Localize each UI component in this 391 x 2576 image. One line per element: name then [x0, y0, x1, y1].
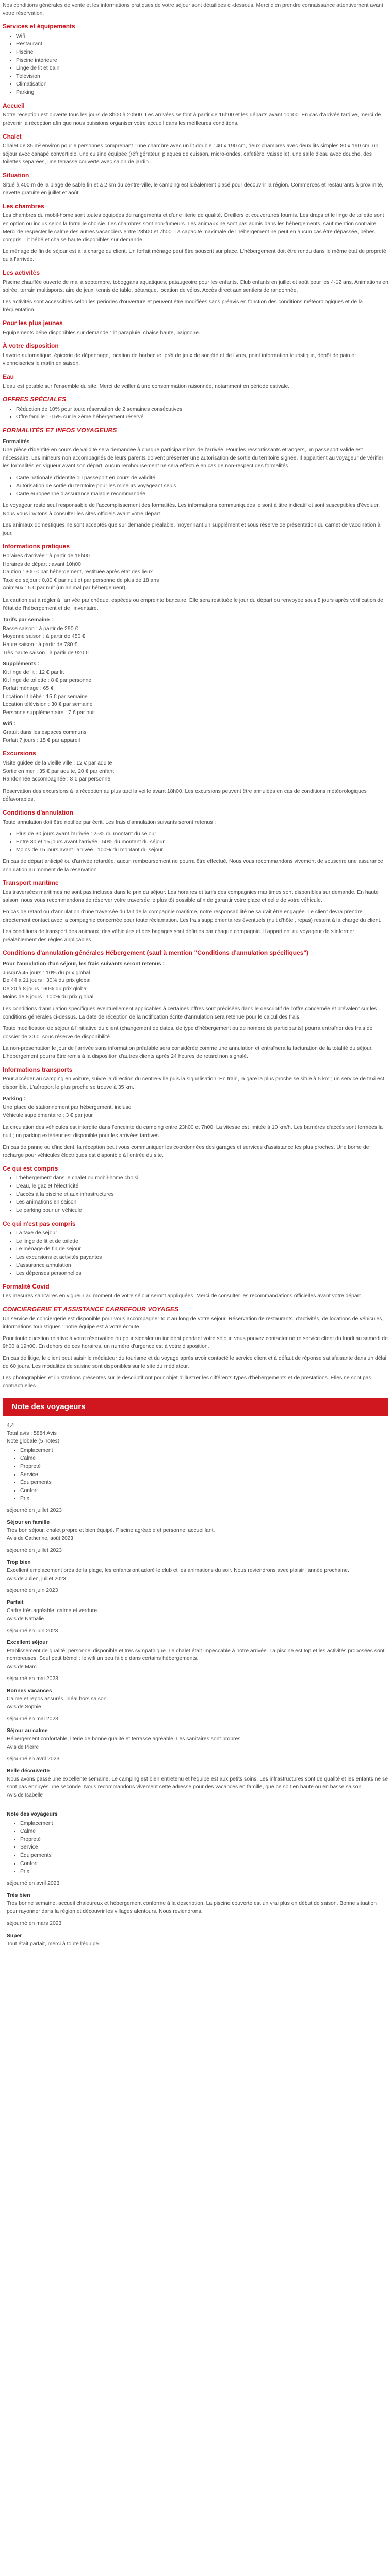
- services-title: Services et équipements: [3, 23, 75, 30]
- situation-text: Situé à 400 m de la plage de sable fin et à 2 km du centre-ville, le camping est idéalement placé pour découvrir la région. Commerces et restaurants à proximité, navette gratuite en juillet et août.: [3, 182, 384, 196]
- review-meta: Avis de Catherine, août 2023: [7, 1535, 73, 1541]
- bring-title: Pour les plus jeunes: [3, 319, 63, 327]
- transport-title: Transport maritime: [3, 879, 59, 887]
- transport-text-3: Les conditions de transport des animaux, des véhicules et des bagages sont définies par chaque compagnie. Il appartient au voyageur de s'informer préalablement des règles applicables.: [3, 929, 354, 943]
- review-title: Excellent séjour: [7, 1640, 48, 1646]
- list-item: • Piscine intérieure: [16, 57, 388, 65]
- formalities-title: FORMALITÉS ET INFOS VOYAGEURS: [3, 427, 117, 434]
- practical-lines: [3, 552, 388, 592]
- list-item: • Équipements: [20, 1852, 388, 1860]
- condition-line: Jusqu'à 45 jours : 10% du prix global: [3, 970, 90, 976]
- review-meta: Avis de Isabelle: [7, 1792, 43, 1799]
- list-item: • La taxe de séjour: [16, 1229, 388, 1238]
- formalities-list: [3, 474, 388, 498]
- list-item: • Calme: [20, 1454, 388, 1463]
- review-item: [7, 1715, 388, 1751]
- list-item: • Confort: [20, 1860, 388, 1868]
- condition-line: De 44 à 21 jours : 30% du prix global: [3, 978, 91, 984]
- chalet-text: Chalet de 35 m² environ pour 6 personnes comprenant : une chambre avec un lit double 140 x 190 cm, deux chambres avec deux lits simples 80 x 190 cm, un séjour avec canapé convertible, une cuisine équipée (réfrigérateur, plaques de cuisson, micro-ondes, cafetière, vaisselle), une salle d'eau avec douche, des toilettes séparées, une terrasse couverte avec salon de jardin.: [3, 143, 379, 165]
- rooms-text-2: Le ménage de fin de séjour est à la charge du client. Un forfait ménage peut être souscrit sur place. L'hébergement doit être rendu dans le même état de propreté qu'à l'arrivée.: [3, 248, 386, 263]
- rooms-text: Les chambres du mobil-home sont toutes équipées de rangements et d'une literie de qualité. Oreillers et couvertures fournis. Les draps et le linge de toilette sont en option ou inclus selon la formule choisie. Les chambres sont non-fumeurs. Les animaux ne sont pas admis dans les hébergements, sauf mention contraire. Merci de respecter le calme des autres vacanciers entre 23h00 et 7h00. La capacité maximale de l'hébergement ne peut en aucun cas être dépassée, bébés compris. Lit bébé et chaise haute disponibles sur demande.: [3, 213, 384, 243]
- info-line: Caution : 300 € par hébergement, restituée après état des lieux: [3, 569, 153, 575]
- conditions-text-2: Toute modification de séjour à l'initiative du client (changement de dates, de type d'hébergement ou de nombre de participants) pourra entraîner des frais de dossier de 30 €, sous réserve de disponibilité.: [3, 1026, 373, 1040]
- list-item: • Piscine: [16, 48, 388, 57]
- price-line: Forfait ménage : 65 €: [3, 686, 54, 692]
- covid-title: Formalité Covid: [3, 1282, 50, 1290]
- list-item: • Linge de lit et bain: [16, 64, 388, 73]
- review-date: séjourné en juin 2023: [7, 1587, 58, 1594]
- review-meta: Avis de Julien, juillet 2023: [7, 1575, 66, 1582]
- info-line: Horaires de départ : avant 10h00: [3, 561, 81, 567]
- review-breakdown-list-2: [7, 1820, 388, 1876]
- parking-line: Véhicule supplémentaire : 3 € par jour: [3, 1112, 93, 1118]
- review-title: Parfait: [7, 1600, 24, 1606]
- transport-text-2: En cas de retard ou d'annulation d'une traversée du fait de la compagnie maritime, notre responsabilité ne saurait être engagée. Le client devra prendre directement contact avec la compagnie concernée pour toute réclamation. Les frais supplémentaires éventuels (nuit d'hôtel, repas) restent à la charge du client.: [3, 909, 382, 923]
- review-date: séjourné en avril 2023: [7, 1880, 60, 1886]
- parking-line: Une place de stationnement par hébergement, incluse: [3, 1105, 132, 1111]
- not-included-list: [3, 1229, 388, 1278]
- useful-text: Pour accéder au camping en voiture, suivre la direction du centre-ville puis la signalisation. En train, la gare la plus proche se situe à 5 km ; un service de taxi est disponible. L'aéroport le plus proche se trouve à 35 km.: [3, 1076, 384, 1090]
- condition-line: De 20 à 8 jours : 60% du prix global: [3, 986, 88, 992]
- practical-title: Informations pratiques: [3, 543, 70, 550]
- review-item: [7, 1675, 388, 1711]
- activities-title: Les activités: [3, 268, 40, 276]
- review-text: Calme et repos assurés, idéal hors saison.: [7, 1696, 108, 1702]
- review-text: Très bonne semaine, accueil chaleureux et hébergement conforme à la description. La piscine couverte est un vrai plus en début de saison. Bonne situation pour rayonner dans la région et découvrir les villages alentours. Nous reviendrons.: [7, 1901, 377, 1914]
- price-line: Forfait 7 jours : 15 € par appareil: [3, 737, 80, 743]
- review-date: séjourné en mai 2023: [7, 1675, 58, 1682]
- review-item: [7, 1547, 388, 1583]
- list-item: • Climatisation: [16, 80, 388, 89]
- list-item: • Autorisation de sortie du territoire pour les mineurs voyageant seuls: [16, 482, 388, 490]
- price-line: Gratuit dans les espaces communs: [3, 730, 87, 736]
- price-line: Haute saison : à partir de 780 €: [3, 642, 77, 648]
- list-item: • Les dépenses personnelles: [16, 1269, 388, 1278]
- list-item: • Service: [20, 1843, 388, 1852]
- review-breakdown-list: [7, 1447, 388, 1503]
- review-text: Tout était parfait, merci à toute l'équipe.: [7, 1941, 101, 1947]
- review-date: séjourné en juin 2023: [7, 1628, 58, 1634]
- conditions-text: Les conditions d'annulation spécifiques éventuellement applicables à certaines offres sont précisées dans le descriptif de l'offre concernée et prévalent sur les conditions générales ci-dessus. La date de réception de la notification écrite d'annulation sera retenue pour le calcul des frais.: [3, 1006, 377, 1020]
- rooms-title: Les chambres: [3, 202, 44, 210]
- review-item: [7, 1587, 388, 1623]
- review-date: séjourné en juillet 2023: [7, 1507, 62, 1514]
- list-item: • Équipements: [20, 1479, 388, 1487]
- cancel-text: Toute annulation doit être notifiée par écrit. Les frais d'annulation suivants seront retenus :: [3, 819, 216, 825]
- practical-text: La caution est à régler à l'arrivée par chèque, espèces ou empreinte bancaire. Elle sera restituée le jour du départ ou renvoyée sous 8 jours après vérification de l'état de l'hébergement et de l'inventaire.: [3, 597, 383, 612]
- review-item: [7, 1755, 388, 1799]
- info-line: Animaux : 5 € par nuit (un animal par hébergement): [3, 585, 125, 591]
- price-line: Location lit bébé : 15 € par semaine: [3, 693, 88, 700]
- conciergerie-title: CONCIERGERIE ET ASSISTANCE CARREFOUR VOYAGES: [3, 1305, 179, 1313]
- activities-text: Piscine chauffée ouverte de mai à septembre, toboggans aquatiques, pataugeoire pour les enfants. Club enfants en juillet et août pour les 4-12 ans. Animations en soirée, terrain multisports, aire de jeux, tennis de table, pétanque, location de vélos. Accès direct aux sentiers de randonnée.: [3, 279, 388, 294]
- reviews-section: [3, 1421, 388, 1948]
- list-item: • Emplacement: [20, 1820, 388, 1828]
- water-title: Eau: [3, 373, 14, 381]
- list-item: • L'hébergement dans le chalet ou mobil-home choisi: [16, 1174, 388, 1182]
- formalities-text: Une pièce d'identité en cours de validité sera demandée à chaque participant lors de l'arrivée. Pour les ressortissants étrangers, un passeport valide est nécessaire. Les mineurs non accompagnés de leurs parents doivent présenter une autorisation de sortie du territoire signée. Il appartient au voyageur de vérifier les formalités en vigueur avant son départ. Aucun remboursement ne sera effectué en cas de non-respect des formalités.: [3, 447, 384, 469]
- info-line: Horaires d'arrivée : à partir de 16h00: [3, 553, 90, 559]
- cancel-title: Conditions d'annulation: [3, 808, 73, 816]
- review-text: Cadre très agréable, calme et verdure.: [7, 1607, 99, 1614]
- review-text: Excellent emplacement près de la plage, les enfants ont adoré le club et les animations du soir. Nous reviendrons avec plaisir l'année prochaine.: [7, 1568, 349, 1574]
- conciergerie-text: Un service de conciergerie est disponible pour vous accompagner tout au long de votre séjour. Réservation de restaurants, d'activités, de locations de véhicules, informations touristiques : notre équipe est à votre écoute.: [3, 1316, 384, 1330]
- bring-text: Équipements bébé disponibles sur demande : lit parapluie, chaise haute, baignoire.: [3, 330, 200, 336]
- list-item: • Le ménage de fin de séjour: [16, 1245, 388, 1253]
- list-item: • L'assurance annulation: [16, 1262, 388, 1270]
- prices-subtitle-2: Suppléments :: [3, 661, 40, 667]
- review-title: Note des voyageurs: [7, 1811, 58, 1818]
- formalities-text-3: Les animaux domestiques ne sont acceptés que sur demande préalable, moyennant un supplément et sous réserve de présentation du carnet de vaccination à jour.: [3, 522, 381, 536]
- formalities-subtitle: Formalités: [3, 438, 30, 445]
- formalities-text-2: Le voyageur reste seul responsable de l'accomplissement des formalités. Les informations communiquées le sont à titre indicatif et sont susceptibles d'évoluer. Nous vous invitons à consulter les sites officiels avant votre départ.: [3, 502, 380, 517]
- review-title: Belle découverte: [7, 1768, 50, 1774]
- list-item: • Prix: [20, 1868, 388, 1876]
- review-meta: Avis de Nathalie: [7, 1616, 44, 1622]
- availability-text: Laverie automatique, épicerie de dépannage, location de barbecue, prêt de jeux de société et de livres, point information touristique, dépôt de pain et viennoiseries le matin en saison.: [3, 352, 356, 367]
- list-item: • Propreté: [20, 1463, 388, 1471]
- review-text: Établissement de qualité, personnel disponible et très sympathique. Le chalet était impeccable à notre arrivée. La piscine est top et les activités proposées sont nombreuses. Seul petit bémol : le wifi un peu faible dans certains hébergements.: [7, 1648, 385, 1662]
- reviews-banner: Note des voyageurs: [3, 1398, 388, 1416]
- review-meta: Avis de Pierre: [7, 1744, 39, 1750]
- availability-title: À votre disposition: [3, 342, 59, 350]
- page: [0, 2, 391, 1963]
- arrival-text: Notre réception est ouverte tous les jours de 8h00 à 20h00. Les arrivées se font à partir de 16h00 et les départs avant 10h00. En cas d'arrivée tardive, merci de prévenir la réception afin que nous puissions organiser votre accueil dans les meilleures conditions.: [3, 112, 381, 126]
- list-item: • Les animations en saison: [16, 1198, 388, 1207]
- list-item: • Moins de 15 jours avant l'arrivée : 100% du montant du séjour: [16, 846, 388, 854]
- list-item: • Carte nationale d'identité ou passeport en cours de validité: [16, 474, 388, 482]
- transport-text: Les traversées maritimes ne sont pas incluses dans le prix du séjour. Les horaires et tarifs des compagnies maritimes sont disponibles sur demande. En haute saison, nous vous recommandons de réserver votre traversée le plus tôt possible afin de garantir votre place et celle de votre véhicule.: [3, 889, 379, 904]
- list-item: • Confort: [20, 1487, 388, 1495]
- review-breakdown-label: Note globale (5 notes): [7, 1438, 60, 1445]
- review-title: Séjour au calme: [7, 1728, 48, 1734]
- price-line: Très haute saison : à partir de 920 €: [3, 650, 89, 656]
- review-text: Hébergement confortable, literie de bonne qualité et terrasse agréable. Les sanitaires sont propres.: [7, 1736, 242, 1742]
- list-item: • Calme: [20, 1827, 388, 1836]
- covid-text: Les mesures sanitaires en vigueur au moment de votre séjour seront appliquées. Merci de consulter les recommandations officielles avant votre départ.: [3, 1293, 362, 1299]
- price-line: Personne supplémentaire : 7 € par nuit: [3, 709, 95, 716]
- excursion-line: Randonnée accompagnée : 8 € par personne: [3, 776, 111, 783]
- list-item: • L'accès à la piscine et aux infrastructures: [16, 1191, 388, 1199]
- review-meta: Avis de Sophie: [7, 1704, 41, 1710]
- list-item: • L'eau, le gaz et l'électricité: [16, 1182, 388, 1191]
- price-line: Kit linge de lit : 12 € par lit: [3, 669, 64, 675]
- offers-list: [3, 405, 388, 421]
- review-item: [7, 1506, 388, 1543]
- review-date: séjourné en avril 2023: [7, 1756, 60, 1762]
- list-item: • Le linge de lit et de toilette: [16, 1238, 388, 1246]
- intro-text: Nos conditions générales de vente et les informations pratiques de votre séjour sont détaillées ci-dessous. Merci d'en prendre connaissance attentivement avant votre réservation.: [3, 3, 383, 16]
- water-text: L'eau est potable sur l'ensemble du site. Merci de veiller à une consommation raisonnée, notamment en période estivale.: [3, 383, 290, 389]
- excursions-text: Réservation des excursions à la réception au plus tard la veille avant 18h00. Les excursions peuvent être annulées en cas de conditions météorologiques défavorables.: [3, 788, 367, 803]
- list-item: • Entre 30 et 15 jours avant l'arrivée : 50% du montant du séjour: [16, 838, 388, 846]
- review-title: Séjour en famille: [7, 1519, 50, 1526]
- list-item: • Carte européenne d'assurance maladie recommandée: [16, 490, 388, 498]
- review-title: Super: [7, 1933, 22, 1939]
- list-item: • Le parking pour un véhicule: [16, 1207, 388, 1215]
- review-title: Très bien: [7, 1892, 30, 1899]
- situation-title: Situation: [3, 171, 29, 179]
- list-item: • Prix: [20, 1495, 388, 1503]
- conciergerie-text-4: Les photographies et illustrations présentes sur le descriptif ont pour objet d'illustrer les différents types d'hébergements et de prestations. Elles ne sont pas contractuelles.: [3, 1375, 371, 1389]
- conditions-title: Conditions d'annulation générales Hébergement (sauf à mention "Conditions d'annulation spécifiques"): [3, 949, 309, 957]
- price-line: Location télévision : 30 € par semaine: [3, 702, 93, 708]
- useful-text-2: La circulation des véhicules est interdite dans l'enceinte du camping entre 23h00 et 7h00. La vitesse est limitée à 10 km/h. Les barrières d'accès sont fermées la nuit ; un parking extérieur est disponible pour les arrivées tardives.: [3, 1125, 383, 1139]
- review-date: séjourné en mars 2023: [7, 1921, 62, 1927]
- list-item: • Wifi: [16, 32, 388, 41]
- review-text: Nous avons passé une excellente semaine. Le camping est bien entretenu et l'équipe est aux petits soins. Les infrastructures sont de qualité et les enfants ne se sont pas ennuyés une seconde. Nous recommandons vivement cette adresse pour des vacances en famille, que ce soit en haute ou en basse saison.: [7, 1776, 388, 1790]
- list-item: • Restaurant: [16, 40, 388, 48]
- review-title: Trop bien: [7, 1560, 31, 1566]
- list-item: • Réduction de 10% pour toute réservation de 2 semaines consécutives: [16, 405, 388, 414]
- list-item: • Emplacement: [20, 1447, 388, 1455]
- list-item: • Parking: [16, 89, 388, 97]
- included-list: [3, 1174, 388, 1214]
- activities-text-2: Les activités sont accessibles selon les périodes d'ouverture et peuvent être modifiées sans préavis en fonction des conditions météorologiques et de la fréquentation.: [3, 299, 363, 313]
- review-date: séjourné en mai 2023: [7, 1716, 58, 1722]
- price-line: Moyenne saison : à partir de 450 €: [3, 634, 85, 640]
- review-date: séjourné en juillet 2023: [7, 1547, 62, 1553]
- services-list: [3, 32, 388, 97]
- review-item: [7, 1627, 388, 1671]
- review-text: Très bon séjour, chalet propre et bien équipé. Piscine agréable et personnel accueillant.: [7, 1528, 215, 1534]
- conditions-subtitle: Pour l'annulation d'un séjour, les frais suivants seront retenus :: [3, 961, 165, 968]
- condition-line: Moins de 8 jours : 100% du prix global: [3, 994, 94, 1000]
- prices-subtitle-3: Wifi :: [3, 721, 16, 727]
- not-included-title: Ce qui n'est pas compris: [3, 1219, 76, 1227]
- conditions-text-3: La non-présentation le jour de l'arrivée sans information préalable sera considérée comme une annulation et entraînera la facturation de la totalité du séjour. L'hébergement pourra être remis à la disposition d'autres clients après 24 heures de retard non signalé.: [3, 1045, 373, 1060]
- list-item: • Télévision: [16, 73, 388, 81]
- review-title: Bonnes vacances: [7, 1688, 52, 1694]
- review-item: [7, 1810, 388, 1819]
- excursion-line: Visite guidée de la vieille ville : 12 € par adulte: [3, 760, 112, 766]
- offers-title: OFFRES SPÉCIALES: [3, 396, 67, 403]
- cancel-list: [3, 830, 388, 854]
- useful-text-3: En cas de panne ou d'incident, la réception peut vous communiquer les coordonnées des garages et services d'assistance les plus proches. Une borne de recharge pour véhicules électriques est disponible à l'entrée du site.: [3, 1144, 369, 1159]
- list-item: • Les excursions et activités payantes: [16, 1253, 388, 1262]
- conciergerie-text-2: Pour toute question relative à votre réservation ou pour signaler un incident pendant votre séjour, vous pouvez contacter notre service client du lundi au samedi de 9h00 à 19h00. En dehors de ces horaires, un numéro d'urgence est à votre disposition.: [3, 1335, 388, 1350]
- excursions-title: Excursions: [3, 750, 36, 757]
- review-score: 4,4: [7, 1422, 14, 1428]
- price-line: Kit linge de toilette : 8 € par personne: [3, 677, 92, 684]
- review-meta: Avis de Marc: [7, 1664, 37, 1670]
- review-count: Total avis : 5884 Avis: [7, 1430, 57, 1436]
- list-item: • Plus de 30 jours avant l'arrivée : 25% du montant du séjour: [16, 830, 388, 838]
- useful-subtitle: Parking :: [3, 1096, 26, 1102]
- chalet-title: Chalet: [3, 132, 22, 140]
- excursion-line: Sortie en mer : 35 € par adulte, 20 € par enfant: [3, 768, 115, 774]
- list-item: • Propreté: [20, 1836, 388, 1844]
- arrival-title: Accueil: [3, 101, 25, 109]
- list-item: • Offre famille : -15% sur le 2ème hébergement réservé: [16, 413, 388, 421]
- list-item: • Service: [20, 1471, 388, 1479]
- conciergerie-text-3: En cas de litige, le client peut saisir le médiateur du tourisme et du voyage après avoir contacté le service client et à défaut de réponse satisfaisante dans un délai de 60 jours. Les modalités de saisine sont disponibles sur le site du médiateur.: [3, 1355, 386, 1369]
- included-title: Ce qui est compris: [3, 1164, 58, 1172]
- info-line: Taxe de séjour : 0,80 € par nuit et par personne de plus de 18 ans: [3, 577, 159, 583]
- useful-title: Informations transports: [3, 1065, 73, 1073]
- prices-subtitle-1: Tarifs par semaine :: [3, 617, 53, 623]
- cancel-text-2: En cas de départ anticipé ou d'arrivée retardée, aucun remboursement ne pourra être effectué. Nous vous recommandons vivement de souscrire une assurance annulation au moment de la réservation.: [3, 859, 383, 873]
- price-line: Basse saison : à partir de 290 €: [3, 625, 78, 632]
